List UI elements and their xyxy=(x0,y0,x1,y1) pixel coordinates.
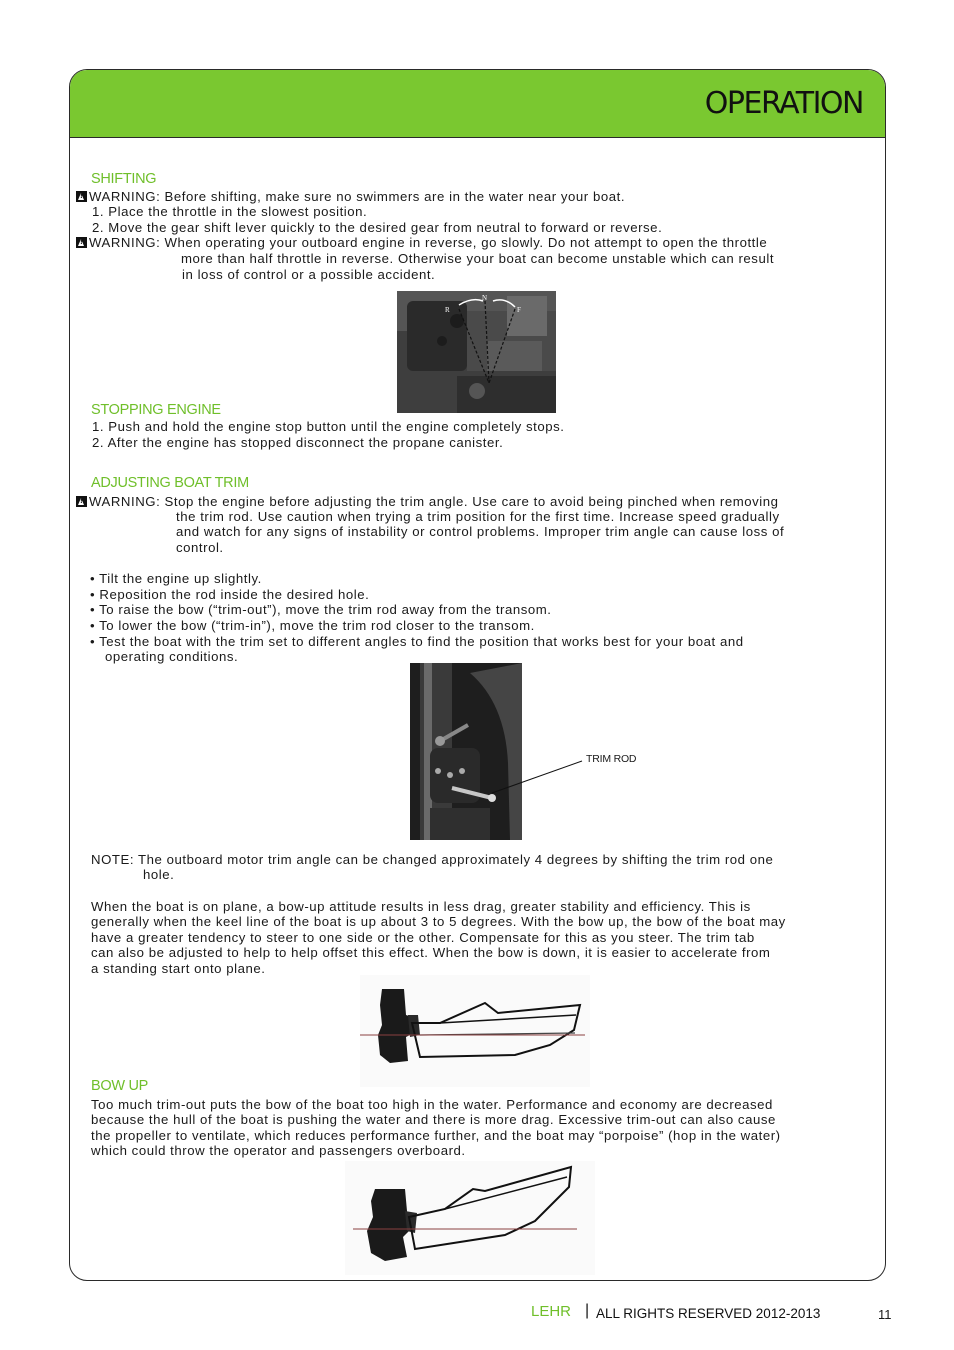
trim-paragraph-line: When the boat is on plane, a bow-up attitude results in less drag, greater stability and efficiency. This is xyxy=(91,899,751,914)
bowup-paragraph-line: which could throw the operator and passengers overboard. xyxy=(91,1143,466,1158)
trim-warning-line-3: and watch for any signs of instability or control problems. Improper trim angle can cause loss of xyxy=(176,524,785,539)
stopping-heading: STOPPING ENGINE xyxy=(91,402,221,418)
warning-icon xyxy=(76,191,87,202)
bowup-paragraph-line: because the hull of the boat is pushing the water and there is more drag. Excessive trim-out can also cause xyxy=(91,1112,776,1127)
trim-heading: ADJUSTING BOAT TRIM xyxy=(91,475,249,491)
trim-bullet: • To lower the bow (“trim-in”), move the trim rod closer to the transom. xyxy=(90,618,535,633)
trim-bullet: • Tilt the engine up slightly. xyxy=(90,571,262,586)
page-title: OPERATION xyxy=(704,86,863,121)
header-bar xyxy=(70,70,885,138)
footer-separator: | xyxy=(585,1302,590,1319)
shifting-warning-2-line-3: in loss of control or a possible accident. xyxy=(182,267,436,282)
bowup-heading: BOW UP xyxy=(91,1078,149,1094)
trim-paragraph-line: a standing start onto plane. xyxy=(91,961,266,976)
trim-bullet: • Reposition the rod inside the desired hole. xyxy=(90,587,370,602)
shifting-step-2: 2. Move the gear shift lever quickly to the desired gear from neutral to forward or reverse. xyxy=(92,220,663,235)
stopping-step-2: 2. After the engine has stopped disconnect the propane canister. xyxy=(92,435,504,450)
footer-rights: ALL RIGHTS RESERVED 2012-2013 xyxy=(596,1306,821,1321)
warning-text: WARNING: Stop the engine before adjusting the trim angle. Use care to avoid being pinched when removing xyxy=(89,494,779,509)
trim-bullet-continuation: operating conditions. xyxy=(105,649,239,664)
boat-level-illustration xyxy=(360,975,590,1087)
shift-label-r: R xyxy=(445,306,450,314)
trim-bullet: • Test the boat with the trim set to different angles to find the position that works best for your boat and xyxy=(90,634,744,649)
trim-warning-line-4: control. xyxy=(176,540,224,555)
trim-bullet: • To raise the bow (“trim-out”), move the trim rod away from the transom. xyxy=(90,602,552,617)
trim-rod-callout-line xyxy=(490,755,585,800)
trim-paragraph-line: can also be adjusted to help to help offset this effect. When the bow is down, it is easier to accelerate from xyxy=(91,945,771,960)
shifting-step-1: 1. Place the throttle in the slowest position. xyxy=(92,204,368,219)
boat-bow-up-illustration xyxy=(345,1161,595,1275)
page-number: 11 xyxy=(878,1307,892,1322)
warning-icon xyxy=(76,237,87,248)
warning-text: WARNING: Before shifting, make sure no swimmers are in the water near your boat. xyxy=(89,189,626,204)
warning-icon xyxy=(76,496,87,507)
trim-note-line-2: hole. xyxy=(143,867,175,882)
shifting-warning-2-line-2: more than half throttle in reverse. Otherwise your boat can become unstable which can result xyxy=(181,251,775,266)
trim-rod-photo xyxy=(410,663,522,840)
bowup-paragraph-line: the propeller to ventilate, which reduces performance further, and the boat may “porpoise” (hop in the water) xyxy=(91,1128,781,1143)
stopping-step-1: 1. Push and hold the engine stop button until the engine completely stops. xyxy=(92,419,565,434)
trim-paragraph-line: generally when the keel line of the boat is up about 3 to 5 degrees. With the bow up, the bow of the boat may xyxy=(91,914,786,929)
warning-text: WARNING: When operating your outboard engine in reverse, go slowly. Do not attempt to open the throttle xyxy=(89,235,768,250)
trim-rod-callout: TRIM ROD xyxy=(586,753,637,765)
trim-warning xyxy=(76,494,779,510)
footer-brand: LEHR xyxy=(531,1303,572,1320)
trim-warning-line-2: the trim rod. Use caution when trying a trim position for the first time. Increase speed gradually xyxy=(176,509,780,524)
shifting-warning-1 xyxy=(76,189,625,205)
bowup-paragraph-line: Too much trim-out puts the bow of the boat too high in the water. Performance and economy are decreased xyxy=(91,1097,773,1112)
shifting-warning-2 xyxy=(76,235,767,251)
shift-label-f: F xyxy=(517,306,521,314)
shift-lever-photo xyxy=(397,291,556,413)
shift-label-n: N xyxy=(482,294,488,302)
trim-paragraph-line: have a greater tendency to steer to one side or the other. Compensate for this as you steer. The trim tab xyxy=(91,930,755,945)
shifting-heading: SHIFTING xyxy=(91,171,157,187)
trim-note: NOTE: The outboard motor trim angle can be changed approximately 4 degrees by shifting the trim rod one xyxy=(91,852,774,867)
